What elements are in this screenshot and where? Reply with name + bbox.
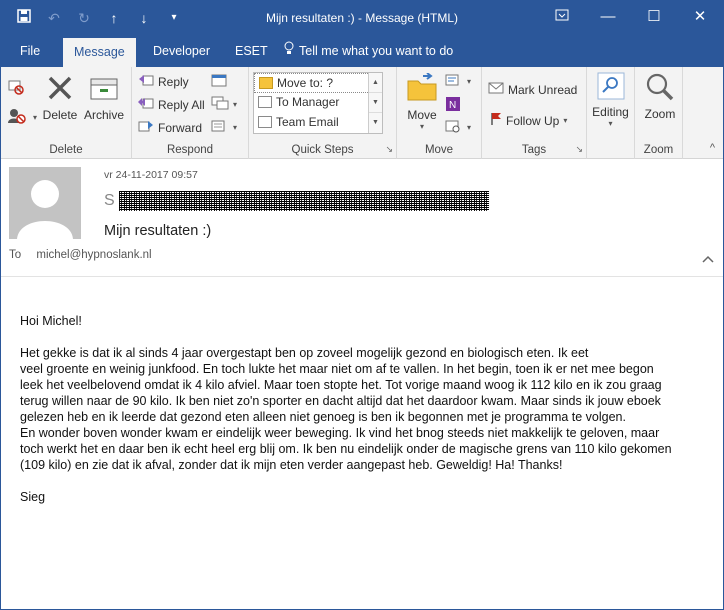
tell-me-label: Tell me what you want to do (299, 44, 454, 58)
tab-message[interactable]: Message (63, 38, 136, 67)
collapse-header-icon[interactable] (702, 251, 714, 266)
ignore-icon (7, 78, 25, 99)
message-content (20, 313, 712, 521)
move-folder-icon (402, 73, 442, 106)
reply-button[interactable] (138, 73, 189, 90)
rules-icon (445, 73, 463, 90)
more-respond-icon (211, 119, 229, 136)
move-group (397, 67, 482, 159)
lightbulb-icon (284, 35, 294, 67)
to-label: To (9, 249, 22, 261)
quick-step-label: Team Email (276, 115, 339, 129)
recipient-line (9, 249, 152, 261)
find-icon (590, 72, 631, 103)
more-respond-dropdown-icon: ▾ (233, 123, 238, 132)
editing-dropdown-icon: ▾ (608, 119, 613, 128)
mark-unread-label: Mark Unread (508, 82, 578, 97)
window-title: Mijn resultaten :) - Message (HTML) (265, 11, 459, 25)
tags-dialog-launcher-icon[interactable]: ↘ (575, 144, 583, 154)
body-line: gelezen heb en ik leerde dat gezond eten alleen niet genoeg is ben ik begonnen met je programma te volgen. (20, 410, 626, 424)
person-silhouette-icon (9, 167, 81, 239)
envelope-arrow-icon (258, 96, 272, 108)
editing-group (587, 67, 634, 159)
reply-all-icon (138, 96, 154, 113)
junk-icon (7, 107, 29, 128)
dialog-launcher-icon[interactable]: ↘ (385, 144, 393, 154)
actions-button[interactable] (445, 119, 471, 136)
archive-icon (81, 73, 127, 106)
quick-steps-group (249, 67, 397, 159)
scroll-down-icon[interactable]: ▼ (369, 93, 382, 113)
quick-steps-gallery (253, 72, 383, 134)
flag-icon (490, 112, 502, 129)
envelope-icon (488, 81, 504, 98)
archive-button[interactable] (81, 73, 127, 122)
editing-button[interactable] (590, 72, 631, 128)
instant-message-icon (211, 96, 229, 113)
quick-steps-group-label: Quick Steps (291, 144, 354, 156)
onenote-icon (445, 96, 461, 115)
window-controls (539, 1, 723, 35)
zoom-group (634, 67, 683, 159)
tab-file[interactable]: File (20, 44, 41, 58)
rules-button[interactable] (445, 73, 471, 90)
title-bar (1, 1, 723, 35)
team-email-icon (258, 116, 272, 128)
quick-step-to-manager[interactable] (254, 93, 382, 113)
rules-dropdown-icon: ▾ (467, 77, 472, 86)
meeting-button[interactable] (211, 73, 227, 90)
quick-step-move-to[interactable] (254, 73, 382, 93)
message-subject: Mijn resultaten :) (104, 223, 212, 239)
redacted-sender (119, 191, 489, 211)
gallery-more-icon[interactable]: ▼ (372, 119, 379, 126)
respond-group-label: Respond (166, 144, 214, 156)
ignore-button[interactable] (7, 78, 25, 99)
ribbon-tabs (1, 35, 723, 67)
zoom-label: Zoom (644, 107, 676, 121)
reply-label: Reply (158, 74, 189, 89)
tags-group-label: Tags (521, 144, 547, 156)
quick-step-team-email[interactable] (254, 113, 382, 133)
greeting: Hoi Michel! (20, 314, 82, 328)
scroll-up-icon[interactable]: ▲ (369, 73, 382, 93)
quick-steps-scroll[interactable] (368, 73, 382, 133)
onenote-button[interactable] (445, 96, 461, 115)
sender-name[interactable] (104, 191, 489, 211)
ribbon-display-options-icon[interactable] (539, 1, 585, 35)
follow-up-button[interactable] (490, 112, 567, 129)
close-button[interactable]: ✕ (693, 8, 707, 25)
follow-up-dropdown-icon: ▾ (563, 116, 568, 125)
collapse-ribbon-icon[interactable]: ^ (709, 142, 715, 154)
maximize-button[interactable]: ☐ (647, 8, 661, 25)
undo-icon[interactable]: ↶ (48, 10, 60, 26)
meeting-icon (211, 73, 227, 90)
signature: Sieg (20, 490, 46, 504)
follow-up-label: Follow Up (506, 113, 560, 128)
ribbon (1, 67, 723, 159)
delete-label: Delete (42, 108, 78, 122)
im-dropdown-icon: ▾ (233, 100, 238, 109)
quick-step-label: To Manager (276, 95, 340, 109)
actions-dropdown-icon: ▾ (467, 123, 472, 132)
body-line: leek het veelbelovend omdat ik 4 kilo afviel. Maar toen stopte het. Tot vorige maand woog ik 112 kilo en ik zou graag (20, 378, 662, 392)
svg-text:N: N (449, 100, 457, 111)
tell-me-box[interactable] (282, 35, 455, 67)
editing-label: Editing (592, 105, 629, 119)
magnifier-icon (638, 72, 682, 105)
message-header (1, 159, 723, 277)
forward-label: Forward (158, 120, 203, 135)
mark-unread-button[interactable] (488, 81, 577, 98)
delete-x-icon (41, 73, 79, 106)
body-line: toch werkt het en daar ben ik echt heel erg blij om. Ik ben nu eindelijk onder de magische grens van 110 kilo gekomen (20, 442, 672, 456)
im-button[interactable] (211, 96, 237, 113)
move-dropdown-icon: ▾ (419, 122, 424, 131)
folder-icon (259, 77, 273, 89)
forward-button[interactable] (138, 119, 202, 136)
move-group-label: Move (424, 144, 454, 156)
move-button[interactable] (402, 73, 442, 131)
sender-initial: S (104, 192, 116, 209)
junk-dropdown-icon: ▾ (33, 113, 38, 122)
message-body[interactable] (1, 277, 723, 610)
forward-icon (138, 119, 154, 136)
delete-group-label: Delete (49, 144, 83, 156)
customize-qat-icon[interactable]: ▾ (171, 12, 177, 23)
body-line: veel groente en weinig junkfood. En toch lukte het maar niet om af te vallen. In het begin, toen ik er net mee begon (20, 362, 654, 376)
recipient-address[interactable]: michel@hypnoslank.nl (36, 249, 152, 261)
quick-step-label: Move to: ? (277, 76, 334, 90)
sender-avatar[interactable] (9, 167, 81, 239)
reply-all-label: Reply All (158, 97, 205, 112)
actions-icon (445, 119, 463, 136)
archive-label: Archive (83, 108, 124, 122)
next-item-icon[interactable]: ↓ (140, 10, 148, 26)
tab-developer[interactable]: Developer (153, 44, 210, 58)
delete-group (1, 67, 132, 159)
sent-date: vr 24-11-2017 09:57 (104, 169, 198, 181)
body-line: En wonder boven wonder kwam er eindelijk weer beweging. Ik vind het bnog steeds niet makkelijk te geloven, maar (20, 426, 660, 440)
minimize-button[interactable]: — (600, 8, 616, 25)
body-line: terug willen naar de 90 kilo. Ik ben niet zo'n sporter en dacht altijd dat het daardoor kwam. Maar sinds ik jouw eboek (20, 394, 661, 408)
junk-button[interactable] (7, 107, 37, 128)
redo-icon[interactable]: ↻ (78, 10, 90, 26)
delete-button[interactable] (41, 73, 79, 122)
reply-all-button[interactable] (138, 96, 205, 113)
zoom-button[interactable] (638, 72, 682, 121)
previous-item-icon[interactable]: ↑ (110, 10, 118, 26)
body-line: (109 kilo) en zie dat ik afval, zonder dat ik mijn eten verder aangepast heb. Geweldig! Ha! Thanks! (20, 458, 563, 472)
body-paragraph (20, 345, 712, 473)
tags-group (482, 67, 587, 159)
respond-group (132, 67, 249, 159)
body-line: Het gekke is dat ik al sinds 4 jaar overgestapt ben op zoveel mogelijk gezond en biologisch eten. Ik eet (20, 346, 589, 360)
more-respond-button[interactable] (211, 119, 237, 136)
move-label: Move (407, 108, 437, 122)
zoom-group-label: Zoom (643, 144, 674, 156)
reply-icon (138, 73, 154, 90)
tab-eset[interactable]: ESET (235, 44, 268, 58)
